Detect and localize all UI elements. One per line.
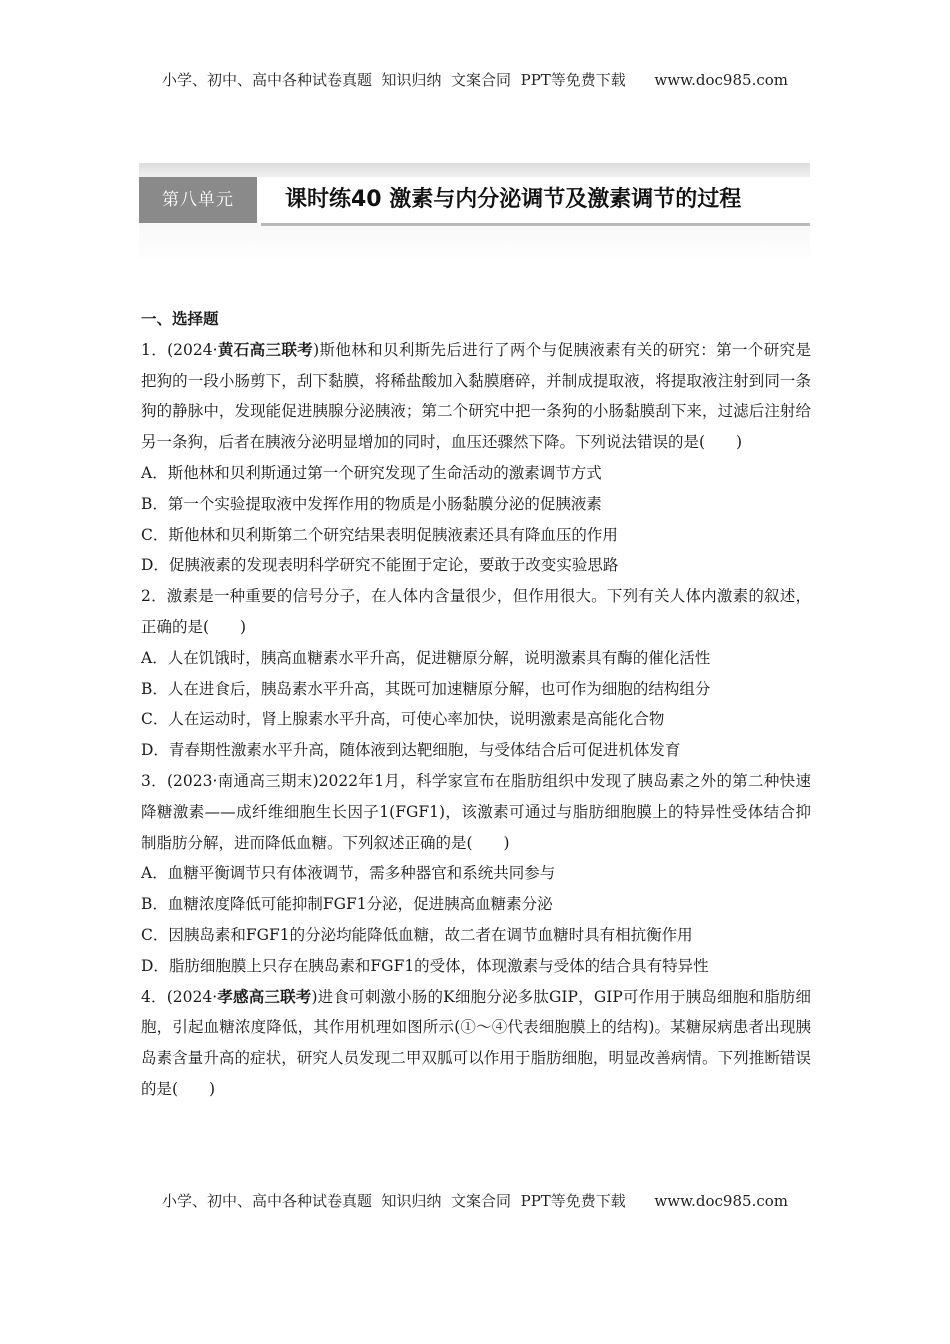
question-4 [141, 982, 811, 1105]
page-footer: 小学、初中、高中各种试卷真题 知识归纳 文案合同 PPT等免费下载 www.doc985.com [161, 1192, 788, 1210]
q4-source: 孝感高三联考 [217, 987, 312, 1006]
q3-option-a: A．血糖平衡调节只有体液调节，需多种器官和系统共同参与 [141, 864, 556, 883]
question-content [141, 304, 811, 1105]
q1-source-year: 2024· [173, 340, 218, 359]
q1-option-c: C．斯他林和贝利斯第二个研究结果表明促胰液素还具有降血压的作用 [141, 525, 618, 544]
q2-option-c: C．人在运动时，肾上腺素水平升高，可使心率加快，说明激素是高能化合物 [141, 710, 665, 729]
lesson-banner [139, 163, 810, 258]
q2-option-b: B．人在进食后，胰岛素水平升高，其既可加速糖原分解，也可作为细胞的结构组分 [141, 679, 711, 698]
q2-option-a: A．人在饥饿时，胰高血糖素水平升高，促进糖原分解，说明激素具有酶的催化活性 [141, 648, 711, 667]
title-box [261, 177, 810, 226]
question-2: 2．激素是一种重要的信号分子，在人体内含量很少，但作用很大。下列有关人体内激素的叙述，正确的是( ) [141, 587, 811, 636]
q4-stem: )进食可刺激小肠的K细胞分泌多肽GIP，GIP可作用于胰岛细胞和脂肪细胞，引起血糖浓度降低，其作用机理如图所示(①～④代表细胞膜上的结构)。某糖尿病患者出现胰岛素含量升高的症状，研究人员发现二甲双胍可以作用于脂肪细胞，明显改善病情。下列推断错误的是( ) [141, 987, 811, 1098]
lesson-title: 课时练40 激素与内分泌调节及激素调节的过程 [285, 187, 742, 212]
q1-option-a: A．斯他林和贝利斯通过第一个研究发现了生命活动的激素调节方式 [141, 463, 602, 482]
q1-option-d: D．促胰液素的发现表明科学研究不能囿于定论，要敢于改变实验思路 [141, 556, 619, 575]
question-1 [141, 335, 811, 458]
q1-option-b: B．第一个实验提取液中发挥作用的物质是小肠黏膜分泌的促胰液素 [141, 494, 602, 513]
q1-number: 1．( [141, 340, 174, 359]
q2-option-d: D．青春期性激素水平升高，随体液到达靶细胞，与受体结合后可促进机体发育 [141, 741, 681, 760]
q4-source-year: 2024· [172, 987, 218, 1006]
q4-number: 4．( [141, 987, 173, 1006]
section-heading: 一、选择题 [141, 310, 219, 328]
q3-option-d: D．脂肪细胞膜上只存在胰岛素和FGF1的受体，体现激素与受体的结合具有特异性 [141, 956, 709, 975]
q1-stem: )斯他林和贝利斯先后进行了两个与促胰液素有关的研究：第一个研究是把狗的一段小肠剪下，刮下黏膜，将稀盐酸加入黏膜磨碎，并制成提取液，将提取液注射到同一条狗的静脉中，发现能促进胰腺分泌胰液；第二个研究中把一条狗的小肠黏膜刮下来，过滤后注射给另一条狗，后者在胰液分泌明显增加的同时，血压还骤然下降。下列说法错误的是( ) [141, 340, 811, 452]
q3-option-b: B．血糖浓度降低可能抑制FGF1分泌，促进胰高血糖素分泌 [141, 895, 553, 914]
unit-tag: 第八单元 [139, 177, 257, 223]
page-header: 小学、初中、高中各种试卷真题 知识归纳 文案合同 PPT等免费下载 www.doc985.com [161, 71, 788, 89]
question-3: 3．(2023·南通高三期末)2022年1月，科学家宣布在脂肪组织中发现了胰岛素之外的第二种快速降糖激素——成纤维细胞生长因子1(FGF1)，该激素可通过与脂肪细胞膜上的特异性受体结合抑制脂肪分解，进而降低血糖。下列叙述正确的是( ) [141, 771, 811, 852]
q1-source: 黄石高三联考 [217, 340, 314, 359]
q3-option-c: C．因胰岛素和FGF1的分泌均能降低血糖，故二者在调节血糖时具有相抗衡作用 [141, 925, 693, 944]
